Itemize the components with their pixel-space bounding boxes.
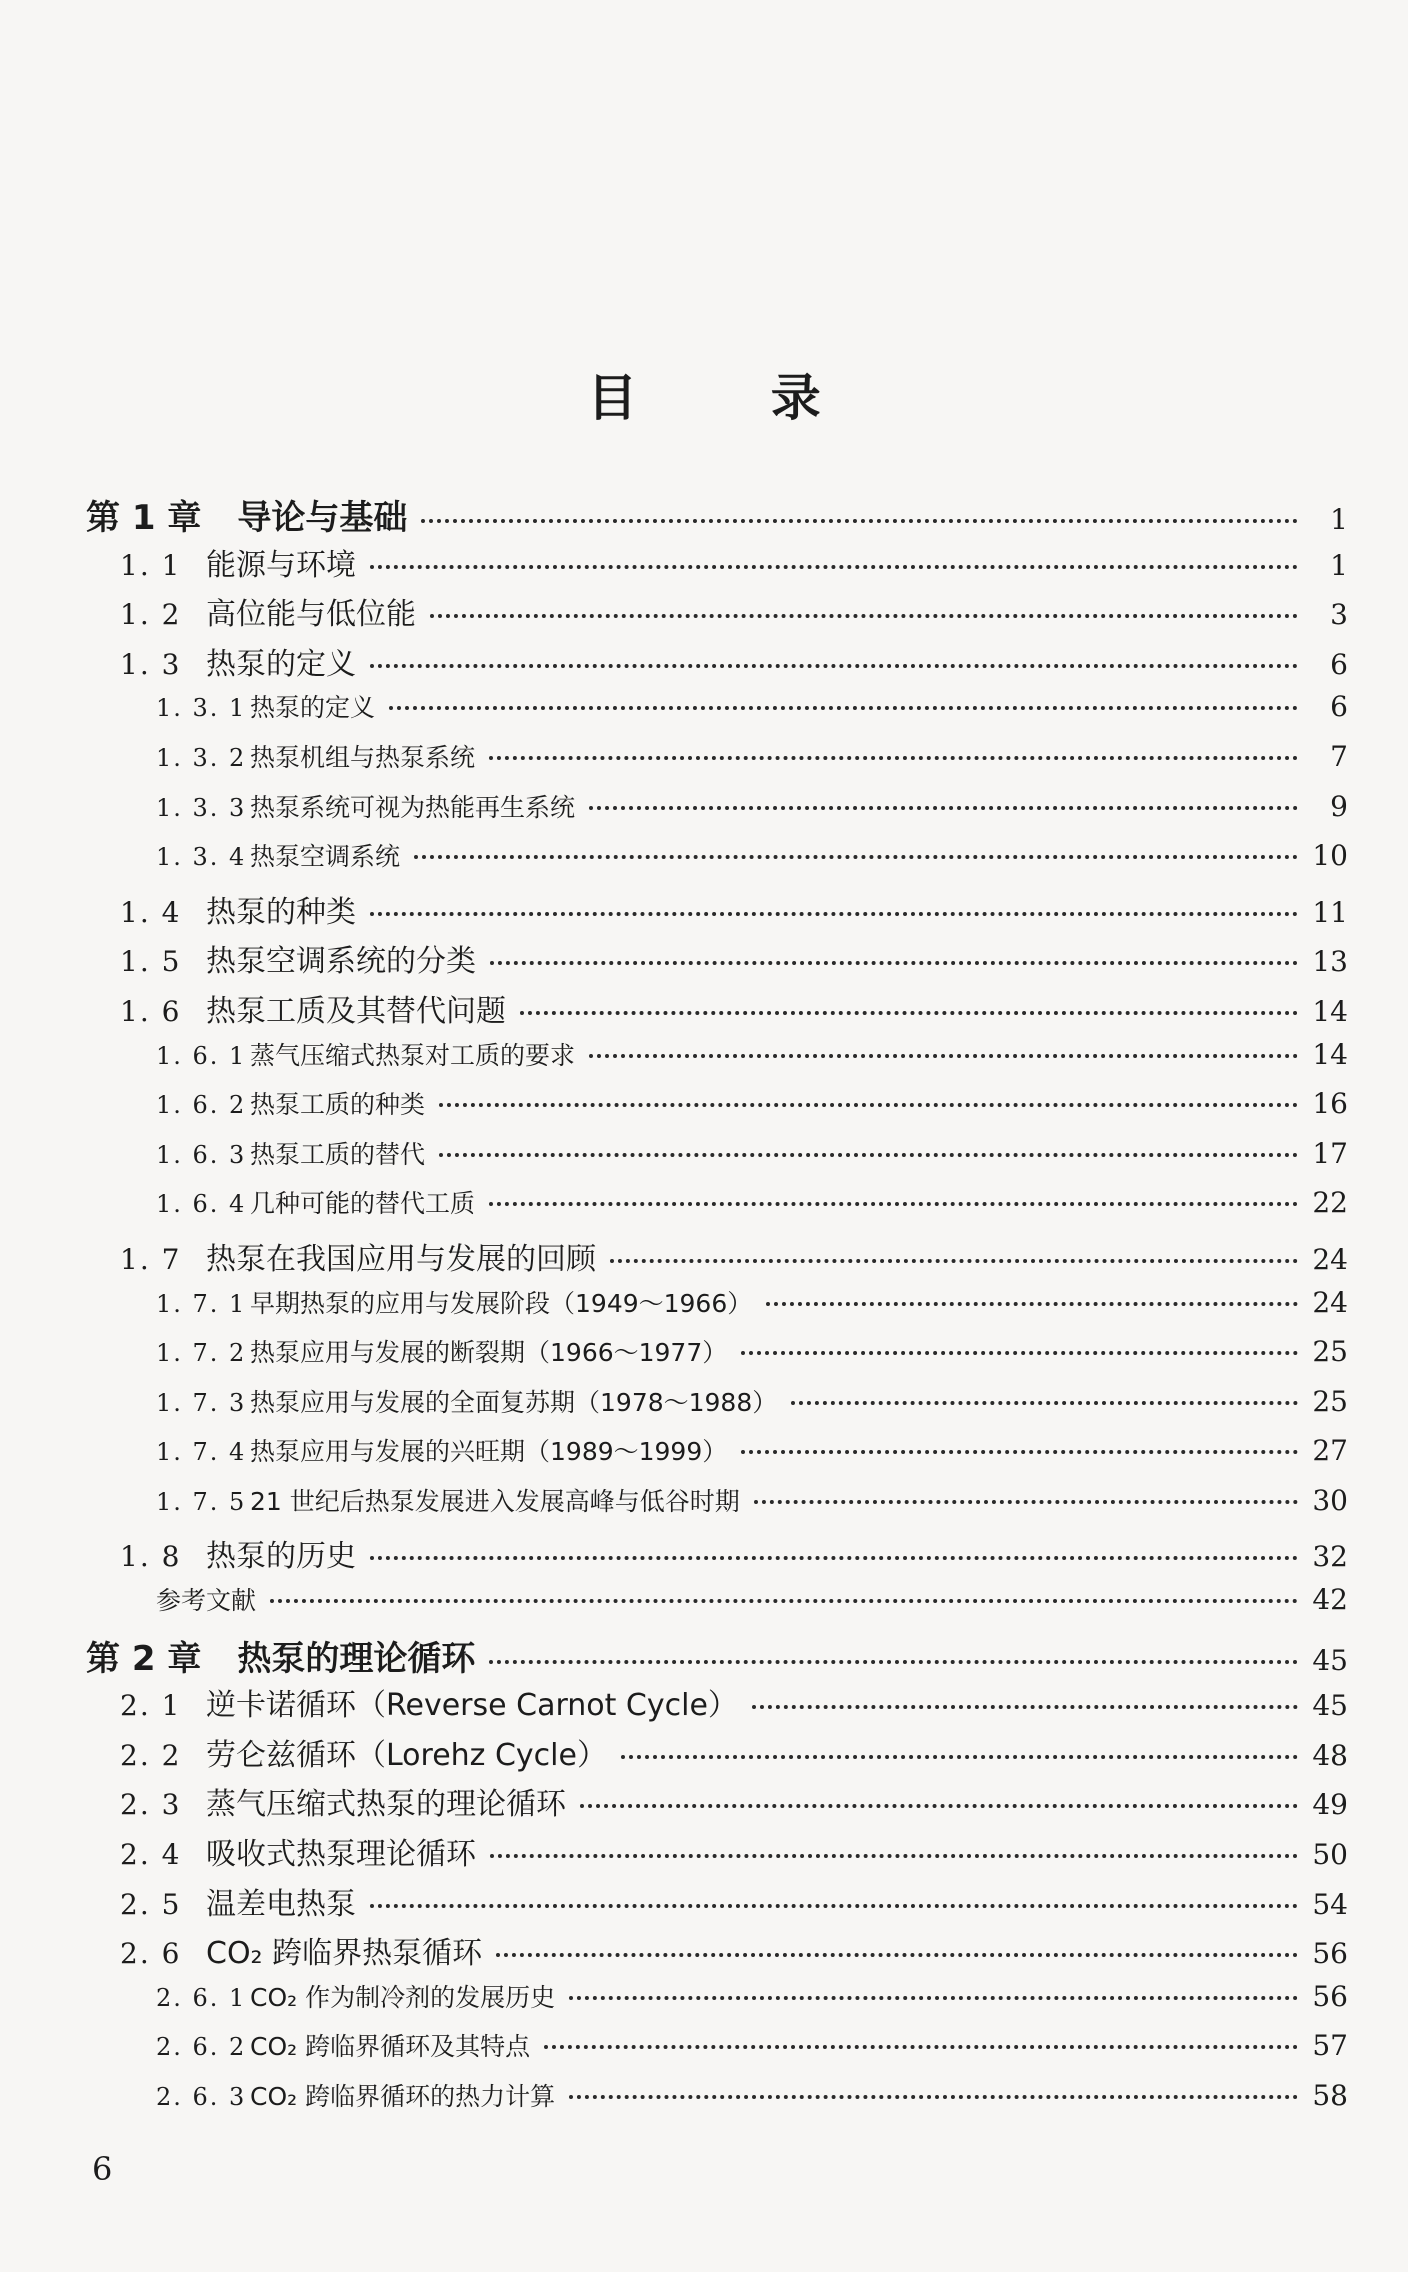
dot-leader <box>490 961 1298 965</box>
toc-entry-page: 42 <box>1312 1583 1348 1617</box>
dot-leader <box>589 1054 1298 1058</box>
toc-entry-number: 1. 2 <box>120 598 182 632</box>
toc-entry-page: 6 <box>1330 647 1348 681</box>
toc-entry-page: 3 <box>1330 598 1348 632</box>
toc-section-row <box>86 936 1348 986</box>
toc-entry-page: 17 <box>1312 1136 1348 1170</box>
page-title: 目 录 <box>587 369 879 427</box>
toc-entry-title: 参考文献 <box>156 1586 257 1616</box>
toc-subsection-row <box>86 688 1348 738</box>
dot-leader <box>489 756 1298 760</box>
toc-entry-page: 22 <box>1312 1186 1348 1220</box>
dot-leader <box>569 1996 1298 2000</box>
toc-subsection-row <box>86 1333 1348 1383</box>
toc-entry-title: 热泵应用与发展的全面复苏期（1978～1988） <box>250 1387 778 1417</box>
toc-entry-title: 逆卡诺循环（Reverse Carnot Cycle） <box>206 1688 738 1724</box>
toc-entry-title: 蒸气压缩式热泵的理论循环 <box>206 1787 566 1823</box>
toc-chapter-row <box>86 490 1348 540</box>
toc-entry-number: 2. 3 <box>120 1788 182 1822</box>
toc-entry-page: 14 <box>1312 994 1348 1028</box>
toc-section-row <box>86 1879 1348 1929</box>
toc-entry-page: 49 <box>1312 1788 1348 1822</box>
toc-subsection-row <box>86 1284 1348 1334</box>
toc-entry-title: CO₂ 跨临界热泵循环 <box>206 1936 483 1972</box>
toc-chapter-row <box>86 1631 1348 1681</box>
toc-subsection-row <box>86 1135 1348 1185</box>
table-of-contents <box>86 490 1348 2127</box>
toc-entry-page: 50 <box>1312 1838 1348 1872</box>
toc-entry-number: 2. 6. 3 <box>156 2083 247 2111</box>
toc-entry-page: 30 <box>1312 1483 1348 1517</box>
toc-entry-title: 几种可能的替代工质 <box>250 1189 476 1219</box>
toc-entry-number: 2. 4 <box>120 1838 182 1872</box>
dot-leader <box>741 1450 1298 1454</box>
toc-entry-title: 热泵的历史 <box>206 1539 356 1575</box>
dot-leader <box>370 1904 1298 1908</box>
dot-leader <box>439 1153 1298 1157</box>
toc-subsection-row <box>86 2027 1348 2077</box>
toc-entry-page: 32 <box>1312 1540 1348 1574</box>
dot-leader <box>580 1804 1298 1808</box>
toc-section-row <box>86 986 1348 1036</box>
toc-entry-title: 吸收式热泵理论循环 <box>206 1837 476 1873</box>
toc-entry-title: CO₂ 跨临界循环及其特点 <box>250 2032 531 2062</box>
dot-leader <box>741 1351 1298 1355</box>
dot-leader <box>370 912 1298 916</box>
toc-entry-page: 1 <box>1330 503 1348 536</box>
toc-entry-title: 21 世纪后热泵发展进入发展高峰与低谷时期 <box>250 1486 740 1516</box>
toc-entry-title: 导论与基础 <box>237 498 408 538</box>
toc-entry-page: 10 <box>1312 839 1348 873</box>
toc-entry-page: 58 <box>1312 2079 1348 2112</box>
toc-entry-number: 2. 5 <box>120 1887 182 1921</box>
toc-entry-number: 1. 3 <box>120 647 182 681</box>
dot-leader <box>370 664 1298 668</box>
toc-subsection-row <box>86 1432 1348 1482</box>
toc-entry-title: 蒸气压缩式热泵对工质的要求 <box>250 1040 576 1070</box>
toc-entry-number: 2. 1 <box>120 1689 182 1723</box>
toc-entry-number: 1. 5 <box>120 945 182 979</box>
toc-entry-title: 热泵工质及其替代问题 <box>206 993 506 1029</box>
dot-leader <box>766 1302 1298 1306</box>
toc-entry-number: 1. 6. 2 <box>156 1091 247 1120</box>
toc-entry-title: 能源与环境 <box>206 547 356 583</box>
toc-section-row <box>86 1680 1348 1730</box>
dot-leader <box>489 1202 1298 1206</box>
toc-section-row <box>86 1928 1348 1978</box>
toc-entry-number: 第 2 章 <box>86 1638 202 1679</box>
toc-entry-page: 9 <box>1330 789 1348 823</box>
toc-entry-title: 热泵系统可视为热能再生系统 <box>250 792 576 822</box>
dot-leader <box>569 2095 1298 2099</box>
dot-leader <box>544 2045 1298 2049</box>
toc-entry-number: 1. 3. 2 <box>156 743 247 772</box>
toc-entry-title: CO₂ 跨临界循环的热力计算 <box>250 2082 556 2111</box>
toc-entry-page: 16 <box>1312 1087 1348 1121</box>
toc-entry-page: 45 <box>1312 1689 1348 1723</box>
toc-entry-title: CO₂ 作为制冷剂的发展历史 <box>250 1982 556 2012</box>
toc-entry-number: 2. 6. 2 <box>156 2033 247 2062</box>
toc-section-row <box>86 1730 1348 1780</box>
toc-entry-number: 1. 6. 1 <box>156 1041 247 1070</box>
toc-entry-page: 1 <box>1330 548 1348 582</box>
toc-subsection-row <box>86 1085 1348 1135</box>
toc-entry-number: 1. 4 <box>120 895 182 929</box>
dot-leader <box>414 855 1298 859</box>
toc-entry-number: 1. 7 <box>120 1242 182 1276</box>
toc-entry-number: 1. 6 <box>120 994 182 1028</box>
toc-entry-number: 第 1 章 <box>86 498 202 538</box>
toc-entry-page: 57 <box>1312 2029 1348 2063</box>
toc-entry-title: 热泵空调系统的分类 <box>206 944 476 980</box>
toc-section-row <box>86 1829 1348 1879</box>
toc-entry-page: 11 <box>1312 895 1348 929</box>
toc-subsection-row <box>86 1036 1348 1086</box>
dot-leader <box>370 565 1298 569</box>
toc-entry-number: 1. 3. 4 <box>156 843 247 872</box>
toc-entry-number: 1. 1 <box>120 548 182 582</box>
toc-subsection-row <box>86 2077 1348 2127</box>
toc-subsection-row <box>86 1978 1348 2028</box>
toc-entry-page: 25 <box>1312 1335 1348 1369</box>
dot-leader <box>270 1599 1298 1603</box>
toc-entry-title: 热泵应用与发展的兴旺期（1989～1999） <box>250 1437 728 1467</box>
toc-entry-number: 2. 6 <box>120 1937 182 1971</box>
toc-entry-page: 24 <box>1312 1242 1348 1276</box>
dot-leader <box>754 1500 1298 1504</box>
toc-section-row <box>86 540 1348 590</box>
toc-section-row <box>86 1779 1348 1829</box>
toc-entry-title: 热泵空调系统 <box>250 842 401 872</box>
dot-leader <box>791 1401 1298 1405</box>
toc-entry-number: 2. 2 <box>120 1738 182 1772</box>
toc-section-row <box>86 1531 1348 1581</box>
toc-entry-page: 25 <box>1312 1384 1348 1418</box>
dot-leader <box>496 1953 1298 1957</box>
toc-entry-number: 1. 7. 4 <box>156 1438 247 1467</box>
toc-subsection-row <box>86 1482 1348 1532</box>
toc-section-row <box>86 639 1348 689</box>
dot-leader <box>589 806 1298 810</box>
toc-entry-title: 热泵工质的种类 <box>250 1090 426 1120</box>
toc-entry-title: 热泵的种类 <box>206 894 356 930</box>
toc-subsection-row <box>86 738 1348 788</box>
dot-leader <box>752 1705 1298 1709</box>
toc-entry-number: 2. 6. 1 <box>156 1983 247 2012</box>
toc-entry-number: 1. 7. 3 <box>156 1388 247 1417</box>
toc-entry-title: 热泵应用与发展的断裂期（1966～1977） <box>250 1338 728 1368</box>
toc-entry-page: 56 <box>1312 1937 1348 1971</box>
dot-leader <box>520 1011 1298 1015</box>
toc-section-row <box>86 887 1348 937</box>
dot-leader <box>489 1660 1298 1664</box>
toc-subsection-row <box>86 1184 1348 1234</box>
dot-leader <box>430 614 1298 618</box>
toc-entry-page: 54 <box>1312 1887 1348 1921</box>
toc-references-row <box>86 1581 1348 1631</box>
toc-entry-number: 1. 6. 4 <box>156 1190 247 1219</box>
toc-entry-title: 劳仑兹循环（Lorehz Cycle） <box>206 1737 607 1773</box>
toc-entry-page: 27 <box>1312 1434 1348 1468</box>
toc-entry-number: 1. 6. 3 <box>156 1140 247 1169</box>
toc-entry-title: 热泵机组与热泵系统 <box>250 742 476 772</box>
toc-entry-page: 6 <box>1330 690 1348 724</box>
toc-entry-title: 热泵的理论循环 <box>237 1638 476 1679</box>
toc-entry-page: 24 <box>1312 1285 1348 1319</box>
toc-entry-page: 45 <box>1312 1643 1348 1677</box>
toc-subsection-row <box>86 788 1348 838</box>
dot-leader <box>439 1103 1298 1107</box>
toc-entry-title: 热泵的定义 <box>206 646 356 682</box>
toc-entry-title: 热泵在我国应用与发展的回顾 <box>206 1241 596 1277</box>
toc-entry-page: 48 <box>1312 1738 1348 1772</box>
toc-entry-number: 1. 7. 2 <box>156 1339 247 1368</box>
page-number: 6 <box>92 2150 113 2188</box>
toc-entry-title: 温差电热泵 <box>206 1886 356 1922</box>
dot-leader <box>370 1556 1298 1560</box>
toc-entry-number: 1. 8 <box>120 1540 182 1574</box>
toc-entry-page: 7 <box>1330 739 1348 773</box>
dot-leader <box>621 1755 1298 1759</box>
toc-entry-number: 1. 7. 5 <box>156 1487 247 1516</box>
toc-entry-title: 热泵工质的替代 <box>250 1139 426 1169</box>
toc-entry-title: 热泵的定义 <box>250 693 376 723</box>
toc-entry-title: 高位能与低位能 <box>206 597 416 633</box>
dot-leader <box>421 519 1298 523</box>
toc-entry-number: 1. 3. 1 <box>156 694 247 723</box>
toc-entry-page: 56 <box>1312 1979 1348 2013</box>
toc-entry-page: 14 <box>1312 1037 1348 1071</box>
toc-entry-number: 1. 7. 1 <box>156 1289 247 1318</box>
dot-leader <box>389 706 1298 710</box>
toc-section-row <box>86 1234 1348 1284</box>
dot-leader <box>490 1854 1298 1858</box>
toc-subsection-row <box>86 837 1348 887</box>
toc-entry-number: 1. 3. 3 <box>156 793 247 822</box>
toc-subsection-row <box>86 1383 1348 1433</box>
toc-entry-page: 13 <box>1312 945 1348 979</box>
dot-leader <box>610 1259 1298 1263</box>
toc-entry-title: 早期热泵的应用与发展阶段（1949～1966） <box>250 1288 753 1318</box>
toc-section-row <box>86 589 1348 639</box>
